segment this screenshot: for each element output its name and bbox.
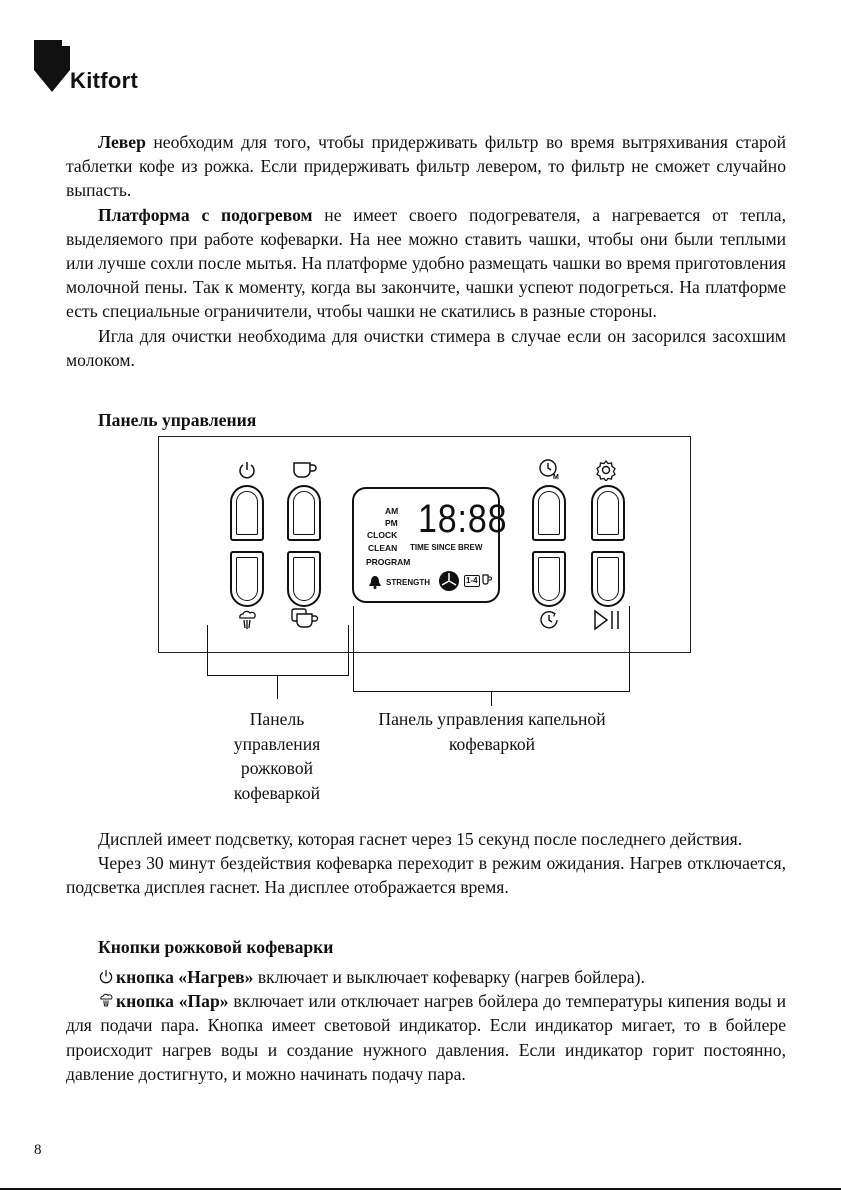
lcd-am: AM [385,506,399,516]
svg-text:M: M [553,474,559,480]
steam-button-term: кнопка «Пар» [116,991,229,1012]
time-since-brew-button[interactable] [532,551,566,607]
left-panel-caption: Панель управления рожковой кофеваркой [233,709,321,803]
lcd-time-since-brew: TIME SINCE BREW [410,543,483,552]
left-panel-bracket [207,625,349,676]
platform-paragraph: Платформа с подогревом не имеет своего подогревателя, а нагревается от тепла, выделяемого при работе кофеварки. На нее можно ставить чашки, чтобы они были теплыми или лучше сохли после мытья. На платформе удобно размещать чашки во время приготовления молочной пены. Так к моменту, когда вы закончите, чашки успеют подогреться. На платформе есть специальные ограничители, чтобы чашки не скатились в разные стороны. [66,204,787,322]
buttons-heading: Кнопки рожковой кофеварки [98,937,334,957]
double-cup-button[interactable] [287,551,321,607]
steam-button-paragraph: кнопка «Пар» включает или отключает нагрев бойлера до температуры кипения воды и для подачи пара. Кнопка имеет световой индикатор. Если индикатор мигает, то в бойлере происходит нагрев воды и создание нужного давления. Если индикатор горит постоянно, давление достигнуто, и можно начинать подачу пара. [66,991,786,1084]
backlight-paragraph: Дисплей имеет подсветку, которая гаснет через 15 секунд после последнего действия. [98,829,743,849]
lever-term: Левер [98,132,146,152]
cup-icon [292,461,318,479]
lcd-clock: CLOCK [367,530,398,540]
lcd-clean: CLEAN [368,543,398,553]
right-panel-caption: Панель управления капельной кофеваркой [378,709,606,754]
lcd-strength: STRENGTH [386,578,430,587]
clock-m-icon [538,458,562,480]
lcd-display [352,487,508,603]
lcd-cups: 1-4 [466,576,478,585]
power-icon [98,968,114,985]
steam-icon [98,992,114,1009]
buttons-text [66,965,786,1086]
heat-button[interactable] [230,485,264,541]
platform-term: Платформа с подогревом [98,204,313,225]
start-pause-button[interactable] [591,551,625,607]
right-panel-bracket [353,606,630,692]
heat-button-paragraph: кнопка «Нагрев» включает и выключает кофеварку (нагрев бойлера). [66,965,786,989]
steam-button[interactable] [230,551,264,607]
standby-paragraph: Через 30 минут бездействия кофеварка переходит в режим ожидания. Нагрев отключается, подсветка дисплея гаснет. На дисплее отображается время. [66,853,786,898]
clock-program-button[interactable] [532,485,566,541]
lcd-program: PROGRAM [366,557,411,567]
kitfort-logo-mark-icon [34,40,70,92]
page-number: 8 [34,1142,42,1158]
left-bracket-stem [277,676,278,699]
page-bottom-rule [0,1188,841,1190]
lcd-cup-icon [482,574,492,586]
power-icon [237,460,257,480]
single-cup-button[interactable] [287,485,321,541]
settings-button[interactable] [591,485,625,541]
brand-name: Kitfort [70,68,139,93]
display-text [66,827,786,900]
lever-paragraph: Левер необходим для того, чтобы придерживать фильтр во время вытряхивания старой таблетки кофе из рожка. Если придерживать фильтр левером, то фильтр не сможет случайно выпасть. [66,132,786,201]
panel-heading: Панель управления [98,410,257,430]
right-bracket-stem [491,692,492,706]
kitfort-logo [34,40,164,95]
gear-icon [595,459,617,481]
intro-text [66,130,786,372]
bell-icon [368,575,382,589]
lcd-digits: 18:88 [418,497,508,541]
lcd-pm: PM [385,518,398,528]
heat-button-term: кнопка «Нагрев» [116,967,254,987]
needle-paragraph: Игла для очистки необходима для очистки стимера в случае если он засорился засохшим молоком. [66,325,786,370]
strength-icon [438,570,460,592]
